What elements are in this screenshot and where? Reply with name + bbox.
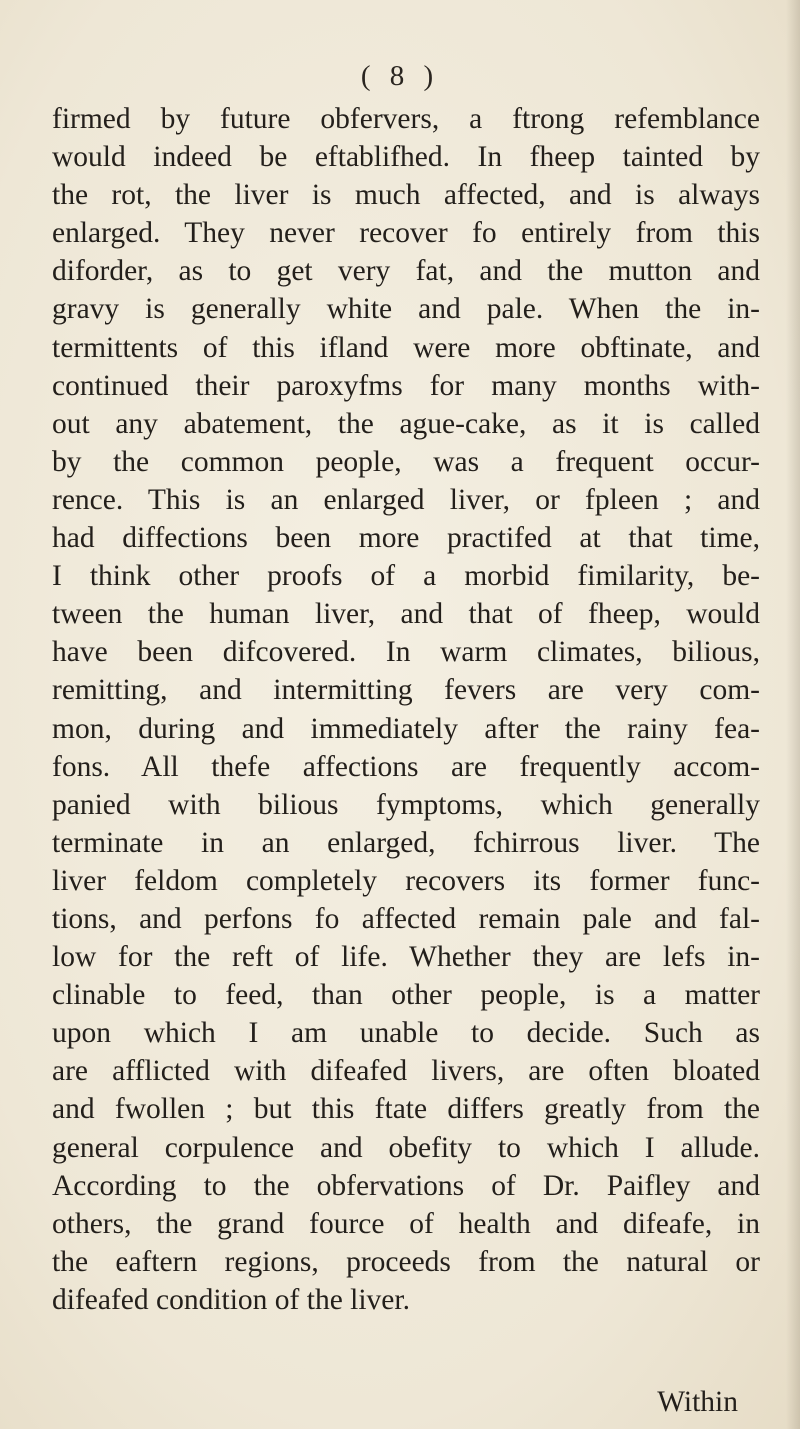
text-line: by the common people, was a frequent occur-	[52, 445, 760, 478]
text-line: are afflicted with difeafed livers, are often bloated	[52, 1055, 760, 1088]
text-line: clinable to feed, than other people, is a matter	[52, 979, 760, 1012]
body-text	[52, 100, 760, 1319]
text-line: I think other proofs of a morbid fimilarity, be-	[52, 560, 760, 593]
text-line: diforder, as to get very fat, and the mutton and	[52, 255, 760, 288]
text-line: liver feldom completely recovers its former func-	[52, 864, 760, 897]
text-line: tween the human liver, and that of fheep, would	[52, 598, 760, 631]
text-line: enlarged. They never recover fo entirely from this	[52, 217, 760, 250]
text-line: According to the obfervations of Dr. Paifley and	[52, 1169, 760, 1202]
text-line: fons. All thefe affections are frequently accom-	[52, 750, 760, 783]
text-line: termittents of this ifland were more obftinate, and	[52, 331, 760, 364]
text-line: out any abatement, the ague-cake, as it is called	[52, 407, 760, 440]
text-line: gravy is generally white and pale. When the in-	[52, 293, 760, 326]
text-line: mon, during and immediately after the rainy fea-	[52, 712, 760, 745]
text-line: difeafed condition of the liver.	[52, 1283, 410, 1316]
text-line: the eaftern regions, proceeds from the natural or	[52, 1245, 760, 1278]
text-line: the rot, the liver is much affected, and is always	[52, 179, 760, 212]
text-line: general corpulence and obefity to which I allude.	[52, 1131, 760, 1164]
text-line: would indeed be eftablifhed. In fheep tainted by	[52, 141, 760, 174]
text-line: panied with bilious fymptoms, which generally	[52, 788, 760, 821]
text-line: low for the reft of life. Whether they are lefs in-	[52, 941, 760, 974]
text-line: continued their paroxyfms for many months with-	[52, 369, 760, 402]
text-line: firmed by future obfervers, a ftrong refemblance	[52, 103, 760, 135]
text-line: others, the grand fource of health and difeafe, in	[52, 1207, 760, 1240]
text-line: terminate in an enlarged, fchirrous liver. The	[52, 826, 760, 859]
page-number: ( 8 )	[360, 60, 440, 92]
text-line: rence. This is an enlarged liver, or fpleen ; and	[52, 483, 760, 516]
text-line: have been difcovered. In warm climates, bilious,	[52, 636, 760, 669]
page-edge-shadow	[786, 0, 800, 1429]
text-line: and fwollen ; but this ftate differs greatly from the	[52, 1093, 760, 1126]
text-line: remitting, and intermitting fevers are very com-	[52, 674, 760, 707]
catchword: Within	[657, 1386, 738, 1418]
text-line: had diffections been more practifed at that time,	[52, 522, 760, 555]
text-line: tions, and perfons fo affected remain pale and fal-	[52, 902, 760, 935]
text-line: upon which I am unable to decide. Such as	[52, 1017, 760, 1050]
